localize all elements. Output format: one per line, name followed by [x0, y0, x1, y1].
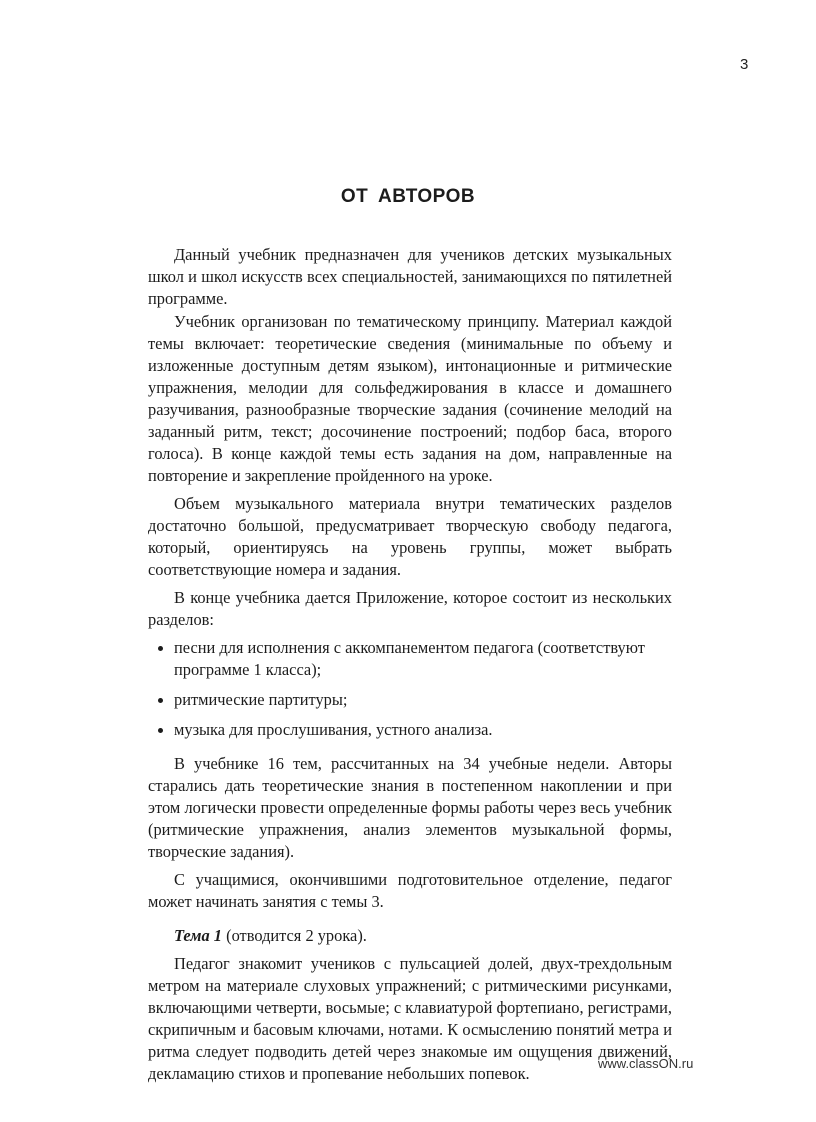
- topic-1-line: [148, 925, 672, 947]
- paragraph-appendix: В конце учебника дается Приложение, которое состоит из нескольких разделов:: [148, 588, 672, 629]
- list-item: ритмические партитуры;: [148, 689, 672, 711]
- appendix-list: [148, 637, 672, 741]
- topic-1-heading: Тема 1: [174, 926, 223, 945]
- topic-1-note: (отводится 2 урока).: [222, 926, 367, 945]
- page-title: ОТ АВТОРОВ: [340, 186, 476, 207]
- paragraph-topics: В учебнике 16 тем, рассчитанных на 34 учебные недели. Авторы старались дать теоретические знания в постепенном накоплении и при этом логически провести определенные формы работы через весь учебник (ритмические упражнения, анализ элементов музыкальной формы, творческие задания).: [148, 754, 672, 861]
- bullet-icon: [158, 698, 163, 703]
- paragraph-intro: Данный учебник предназначен для учеников детских музыкальных школ и школ искусств всех специальностей, занимающихся по пятилетней программе.: [148, 245, 672, 308]
- paragraph-structure: Учебник организован по тематическому принципу. Материал каждой темы включает: теоретические сведения (минимальные по объему и изложенные доступным детям языком), интонационные и ритмические упражнения, мелодии для сольфеджирования в классе и домашнего разучивания, разнообразные творческие задания (сочинение мелодий на заданный ритм, текст; досочинение построений; подбор баса, второго голоса). В конце каждой темы есть задания на дом, направленные на повторение и закрепление пройденного на уроке.: [148, 312, 672, 485]
- paragraph-material: Объем музыкального материала внутри тематических разделов достаточно большой, предусматривает творческую свободу педагога, который, ориентируясь на уровень группы, может выбрать соответствующие номера и задания.: [148, 494, 672, 579]
- list-item: песни для исполнения с аккомпанементом педагога (соответствуют программе 1 класса);: [148, 637, 672, 681]
- list-item: музыка для прослушивания, устного анализа.: [148, 719, 672, 741]
- footer-site: www.classON.ru: [598, 1056, 694, 1071]
- bullet-icon: [158, 728, 163, 733]
- body-text: [148, 244, 672, 1091]
- paragraph-prep: С учащимися, окончившими подготовительное отделение, педагог может начинать занятия с темы 3.: [148, 870, 672, 911]
- page-number: 3: [740, 56, 749, 73]
- bullet-icon: [158, 646, 163, 651]
- paragraph-topic-1: Педагог знакомит учеников с пульсацией долей, двух-трехдольным метром на материале слуховых упражнений; с ритмическими рисунками, включающими четверти, восьмые; с клавиатурой фортепиано, регистрами, скрипичным и басовым ключами, нотами. К осмыслению понятий метра и ритма следует подводить детей через знакомые им ощущения движений, декламацию стихов и пропевание небольших попевок.: [148, 954, 672, 1083]
